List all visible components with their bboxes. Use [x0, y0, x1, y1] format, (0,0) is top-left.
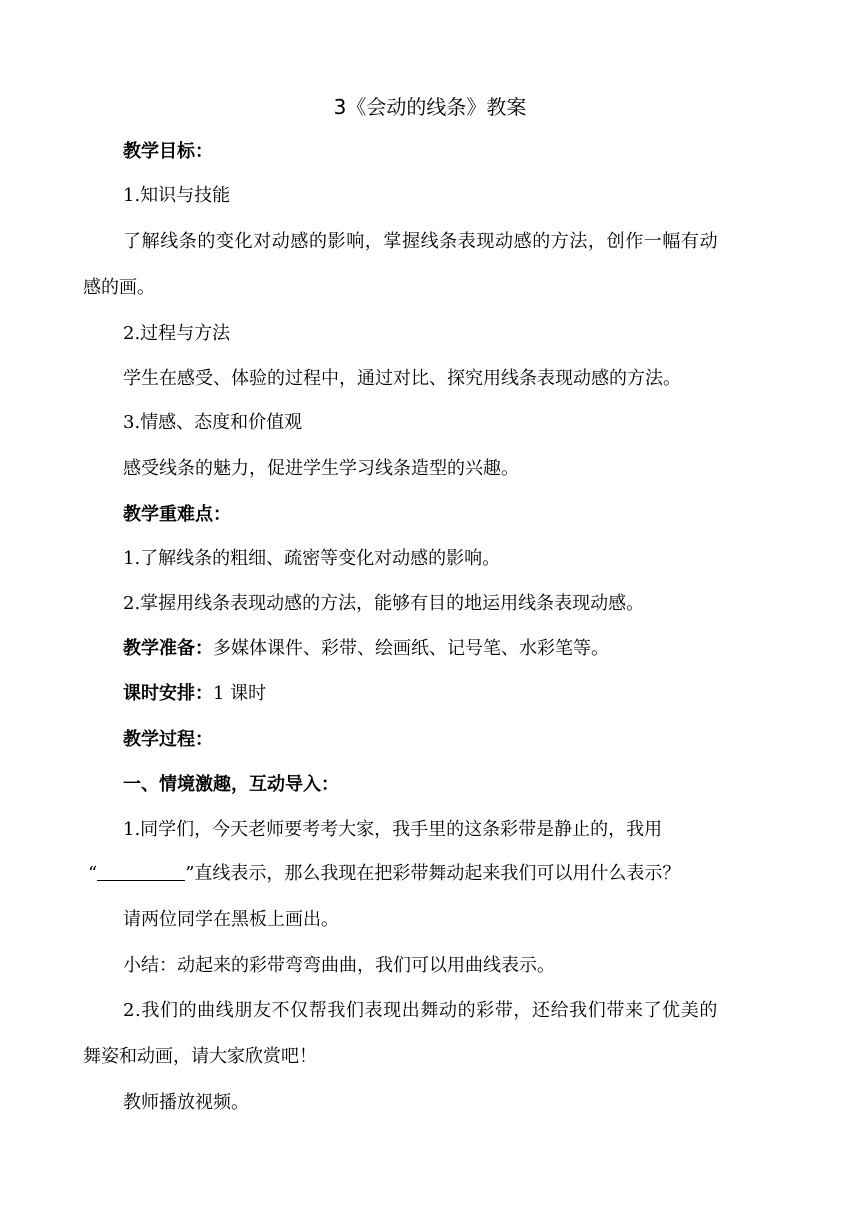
objective-3-text: 感受线条的魅力，促进学生学习线条造型的兴趣。 [123, 458, 519, 479]
step-1-line-1: 1.同学们，今天老师要考考大家，我手里的这条彩带是静止的，我用 [123, 819, 663, 840]
key-point-2: 2.掌握用线条表现动感的方法，能够有目的地运用线条表现动感。 [123, 593, 645, 614]
objective-3-title: 3.情感、态度和价值观 [123, 412, 303, 433]
step-2-line-2: 舞姿和动画，请大家欣赏吧！ [83, 1046, 317, 1067]
teacher-action: 教师播放视频。 [123, 1092, 249, 1113]
preparation-text: 多媒体课件、彩带、绘画纸、记号笔、水彩笔等。 [213, 638, 609, 659]
objective-1-title: 1.知识与技能 [123, 185, 231, 206]
step-1-line-2 [88, 862, 788, 886]
objectives-heading: 教学目标： [123, 141, 213, 162]
step-1-line-2-text: ”直线表示，那么我现在把彩带舞动起来我们可以用什么表示？ [185, 863, 681, 884]
objective-2-text: 学生在感受、体验的过程中，通过对比、探究用线条表现动感的方法。 [123, 368, 681, 389]
document-title: 3《会动的线条》教案 [333, 95, 527, 119]
step-1-instruction: 请两位同学在黑板上画出。 [123, 909, 339, 930]
open-quote: “ [88, 863, 98, 884]
schedule-label: 课时安排： [123, 683, 213, 704]
key-point-1: 1.了解线条的粗细、疏密等变化对动感的影响。 [123, 548, 501, 569]
step-2-line-1: 2.我们的曲线朋友不仅帮我们表现出舞动的彩带，还给我们带来了优美的 [123, 1000, 718, 1021]
fill-in-blank [97, 862, 185, 881]
objective-2-title: 2.过程与方法 [123, 323, 231, 344]
schedule-text: 1 课时 [213, 683, 267, 704]
objective-1-text-line-2: 感的画。 [83, 277, 155, 298]
preparation-label: 教学准备： [123, 638, 213, 659]
summary: 小结：动起来的彩带弯弯曲曲，我们可以用曲线表示。 [123, 955, 555, 976]
section-1-heading: 一、情境激趣，互动导入： [123, 774, 339, 795]
schedule-row [123, 682, 783, 706]
process-heading: 教学过程： [123, 729, 213, 750]
preparation-row [123, 637, 783, 661]
key-points-heading: 教学重难点： [123, 504, 231, 525]
objective-1-text-line-1: 了解线条的变化对动感的影响，掌握线条表现动感的方法，创作一幅有动 [123, 231, 719, 252]
